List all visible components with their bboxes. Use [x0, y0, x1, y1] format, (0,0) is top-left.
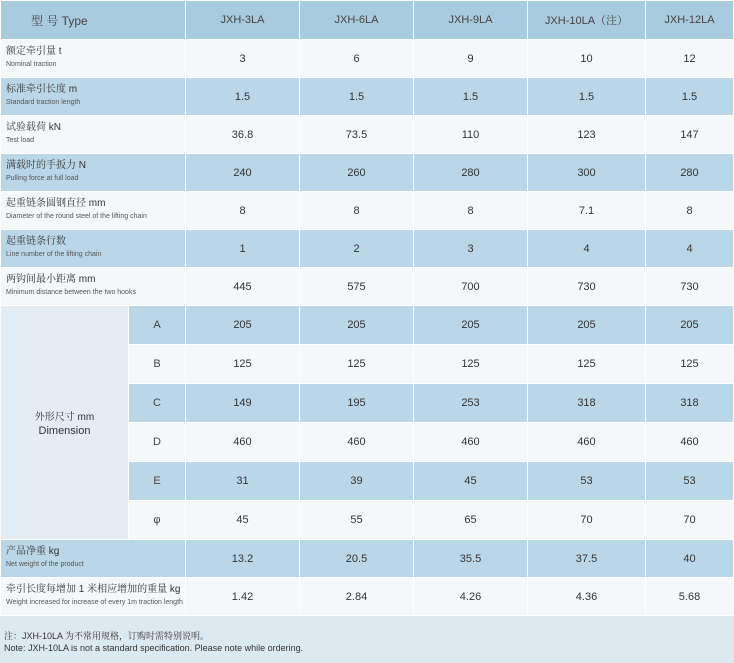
value-cell: 3: [186, 40, 300, 78]
table-row: [1, 268, 734, 306]
value-cell: 123: [528, 116, 646, 154]
table-row: [1, 192, 734, 230]
row-label-cn: 起重链条行数: [6, 236, 66, 247]
dimension-label: [1, 306, 129, 540]
value-cell: 575: [300, 268, 414, 306]
value-cell: 55: [300, 501, 414, 540]
value-cell: 35.5: [414, 540, 528, 578]
value-cell: 1.5: [528, 78, 646, 116]
value-cell: 125: [414, 345, 528, 384]
value-cell: 260: [300, 154, 414, 192]
value-cell: 280: [414, 154, 528, 192]
row-label: [1, 40, 186, 78]
value-cell: 4: [646, 230, 734, 268]
dimension-label-cn: 外形尺寸 mm: [34, 412, 95, 423]
value-cell: 205: [414, 306, 528, 345]
value-cell: 300: [528, 154, 646, 192]
table-row: [1, 230, 734, 268]
value-cell: 4.26: [414, 578, 528, 616]
row-label: [1, 540, 186, 578]
value-cell: 460: [186, 423, 300, 462]
value-cell: 1.42: [186, 578, 300, 616]
value-cell: 460: [528, 423, 646, 462]
value-cell: 8: [186, 192, 300, 230]
value-cell: 8: [646, 192, 734, 230]
row-label-en: Weight increased for increase of every 1m traction length: [6, 599, 183, 606]
value-cell: 6: [300, 40, 414, 78]
value-cell: 195: [300, 384, 414, 423]
row-label-cn: 标准牵引长度 m: [6, 84, 78, 95]
row-label-en: Diameter of the round steel of the lifting chain: [6, 213, 147, 220]
value-cell: 460: [300, 423, 414, 462]
value-cell: 36.8: [186, 116, 300, 154]
dimension-key: E: [129, 462, 186, 501]
value-cell: 205: [300, 306, 414, 345]
value-cell: 2.84: [300, 578, 414, 616]
value-cell: 280: [646, 154, 734, 192]
row-label: [1, 192, 186, 230]
value-cell: 318: [646, 384, 734, 423]
value-cell: 31: [186, 462, 300, 501]
value-cell: 39: [300, 462, 414, 501]
value-cell: 65: [414, 501, 528, 540]
row-label-en: Net weight of the product: [6, 561, 84, 568]
value-cell: 125: [646, 345, 734, 384]
value-cell: 460: [414, 423, 528, 462]
footnote-cn: 注：JXH-10LA 为不常用规格，订购时需特别说明。: [4, 631, 210, 641]
model-header-5: JXH-12LA: [646, 1, 734, 40]
row-label-en: Minimum distance between the two hooks: [6, 289, 136, 296]
value-cell: 20.5: [300, 540, 414, 578]
value-cell: 205: [186, 306, 300, 345]
row-label: [1, 154, 186, 192]
row-label-cn: 牵引长度每增加 1 米相应增加的重量 kg: [6, 584, 181, 595]
value-cell: 700: [414, 268, 528, 306]
dimension-key: B: [129, 345, 186, 384]
model-header-4: JXH-10LA（注）: [528, 1, 646, 40]
dimension-label-en: Dimension: [38, 425, 91, 437]
value-cell: 730: [646, 268, 734, 306]
value-cell: 318: [528, 384, 646, 423]
row-label-cn: 两钩间最小距离 mm: [6, 274, 96, 285]
value-cell: 460: [646, 423, 734, 462]
value-cell: 730: [528, 268, 646, 306]
value-cell: 149: [186, 384, 300, 423]
dimension-key: D: [129, 423, 186, 462]
dimension-key: φ: [129, 501, 186, 540]
row-label-cn: 额定牵引量 t: [6, 46, 62, 57]
row-label-cn: 起重链条圆钢直径 mm: [6, 198, 106, 209]
value-cell: 53: [646, 462, 734, 501]
value-cell: 8: [414, 192, 528, 230]
value-cell: 125: [186, 345, 300, 384]
value-cell: 110: [414, 116, 528, 154]
value-cell: 4.36: [528, 578, 646, 616]
value-cell: 253: [414, 384, 528, 423]
value-cell: 70: [646, 501, 734, 540]
type-header: 型 号 Type: [1, 1, 186, 40]
value-cell: 205: [646, 306, 734, 345]
value-cell: 1.5: [186, 78, 300, 116]
value-cell: 240: [186, 154, 300, 192]
row-label: [1, 230, 186, 268]
value-cell: 1.5: [414, 78, 528, 116]
dimension-key: C: [129, 384, 186, 423]
value-cell: 2: [300, 230, 414, 268]
table-row: [1, 116, 734, 154]
value-cell: 5.68: [646, 578, 734, 616]
value-cell: 1: [186, 230, 300, 268]
table-row: [1, 78, 734, 116]
value-cell: 205: [528, 306, 646, 345]
value-cell: 45: [186, 501, 300, 540]
value-cell: 13.2: [186, 540, 300, 578]
value-cell: 7.1: [528, 192, 646, 230]
footnote: [4, 630, 303, 654]
value-cell: 53: [528, 462, 646, 501]
table-row: [1, 540, 734, 578]
value-cell: 125: [300, 345, 414, 384]
row-label-en: Standard traction length: [6, 99, 81, 106]
value-cell: 1.5: [646, 78, 734, 116]
value-cell: 12: [646, 40, 734, 78]
row-label-en: Line number of the lifting chain: [6, 251, 102, 258]
row-label: [1, 116, 186, 154]
row-label-cn: 满载时的手扳力 N: [6, 160, 86, 171]
row-label-en: Pulling force at full load: [6, 175, 79, 182]
value-cell: 125: [528, 345, 646, 384]
row-label-cn: 试验载荷 kN: [6, 122, 61, 133]
table-row: [1, 154, 734, 192]
header-row: [1, 1, 734, 40]
model-header-1: JXH-3LA: [186, 1, 300, 40]
value-cell: 40: [646, 540, 734, 578]
value-cell: 45: [414, 462, 528, 501]
value-cell: 70: [528, 501, 646, 540]
model-header-3: JXH-9LA: [414, 1, 528, 40]
row-label-en: Nominal traction: [6, 61, 57, 68]
row-label: [1, 268, 186, 306]
value-cell: 9: [414, 40, 528, 78]
dimension-row: [1, 306, 734, 345]
row-label-cn: 产品净重 kg: [6, 546, 60, 557]
value-cell: 37.5: [528, 540, 646, 578]
dimension-key: A: [129, 306, 186, 345]
value-cell: 1.5: [300, 78, 414, 116]
value-cell: 445: [186, 268, 300, 306]
model-header-2: JXH-6LA: [300, 1, 414, 40]
value-cell: 73.5: [300, 116, 414, 154]
table-row: [1, 40, 734, 78]
table-row: [1, 578, 734, 616]
value-cell: 8: [300, 192, 414, 230]
row-label-en: Test load: [6, 137, 35, 144]
footnote-en: Note: JXH-10LA is not a standard specification. Please note while ordering.: [4, 643, 304, 653]
row-label: [1, 578, 186, 616]
row-label: [1, 78, 186, 116]
value-cell: 147: [646, 116, 734, 154]
value-cell: 4: [528, 230, 646, 268]
value-cell: 3: [414, 230, 528, 268]
value-cell: 10: [528, 40, 646, 78]
